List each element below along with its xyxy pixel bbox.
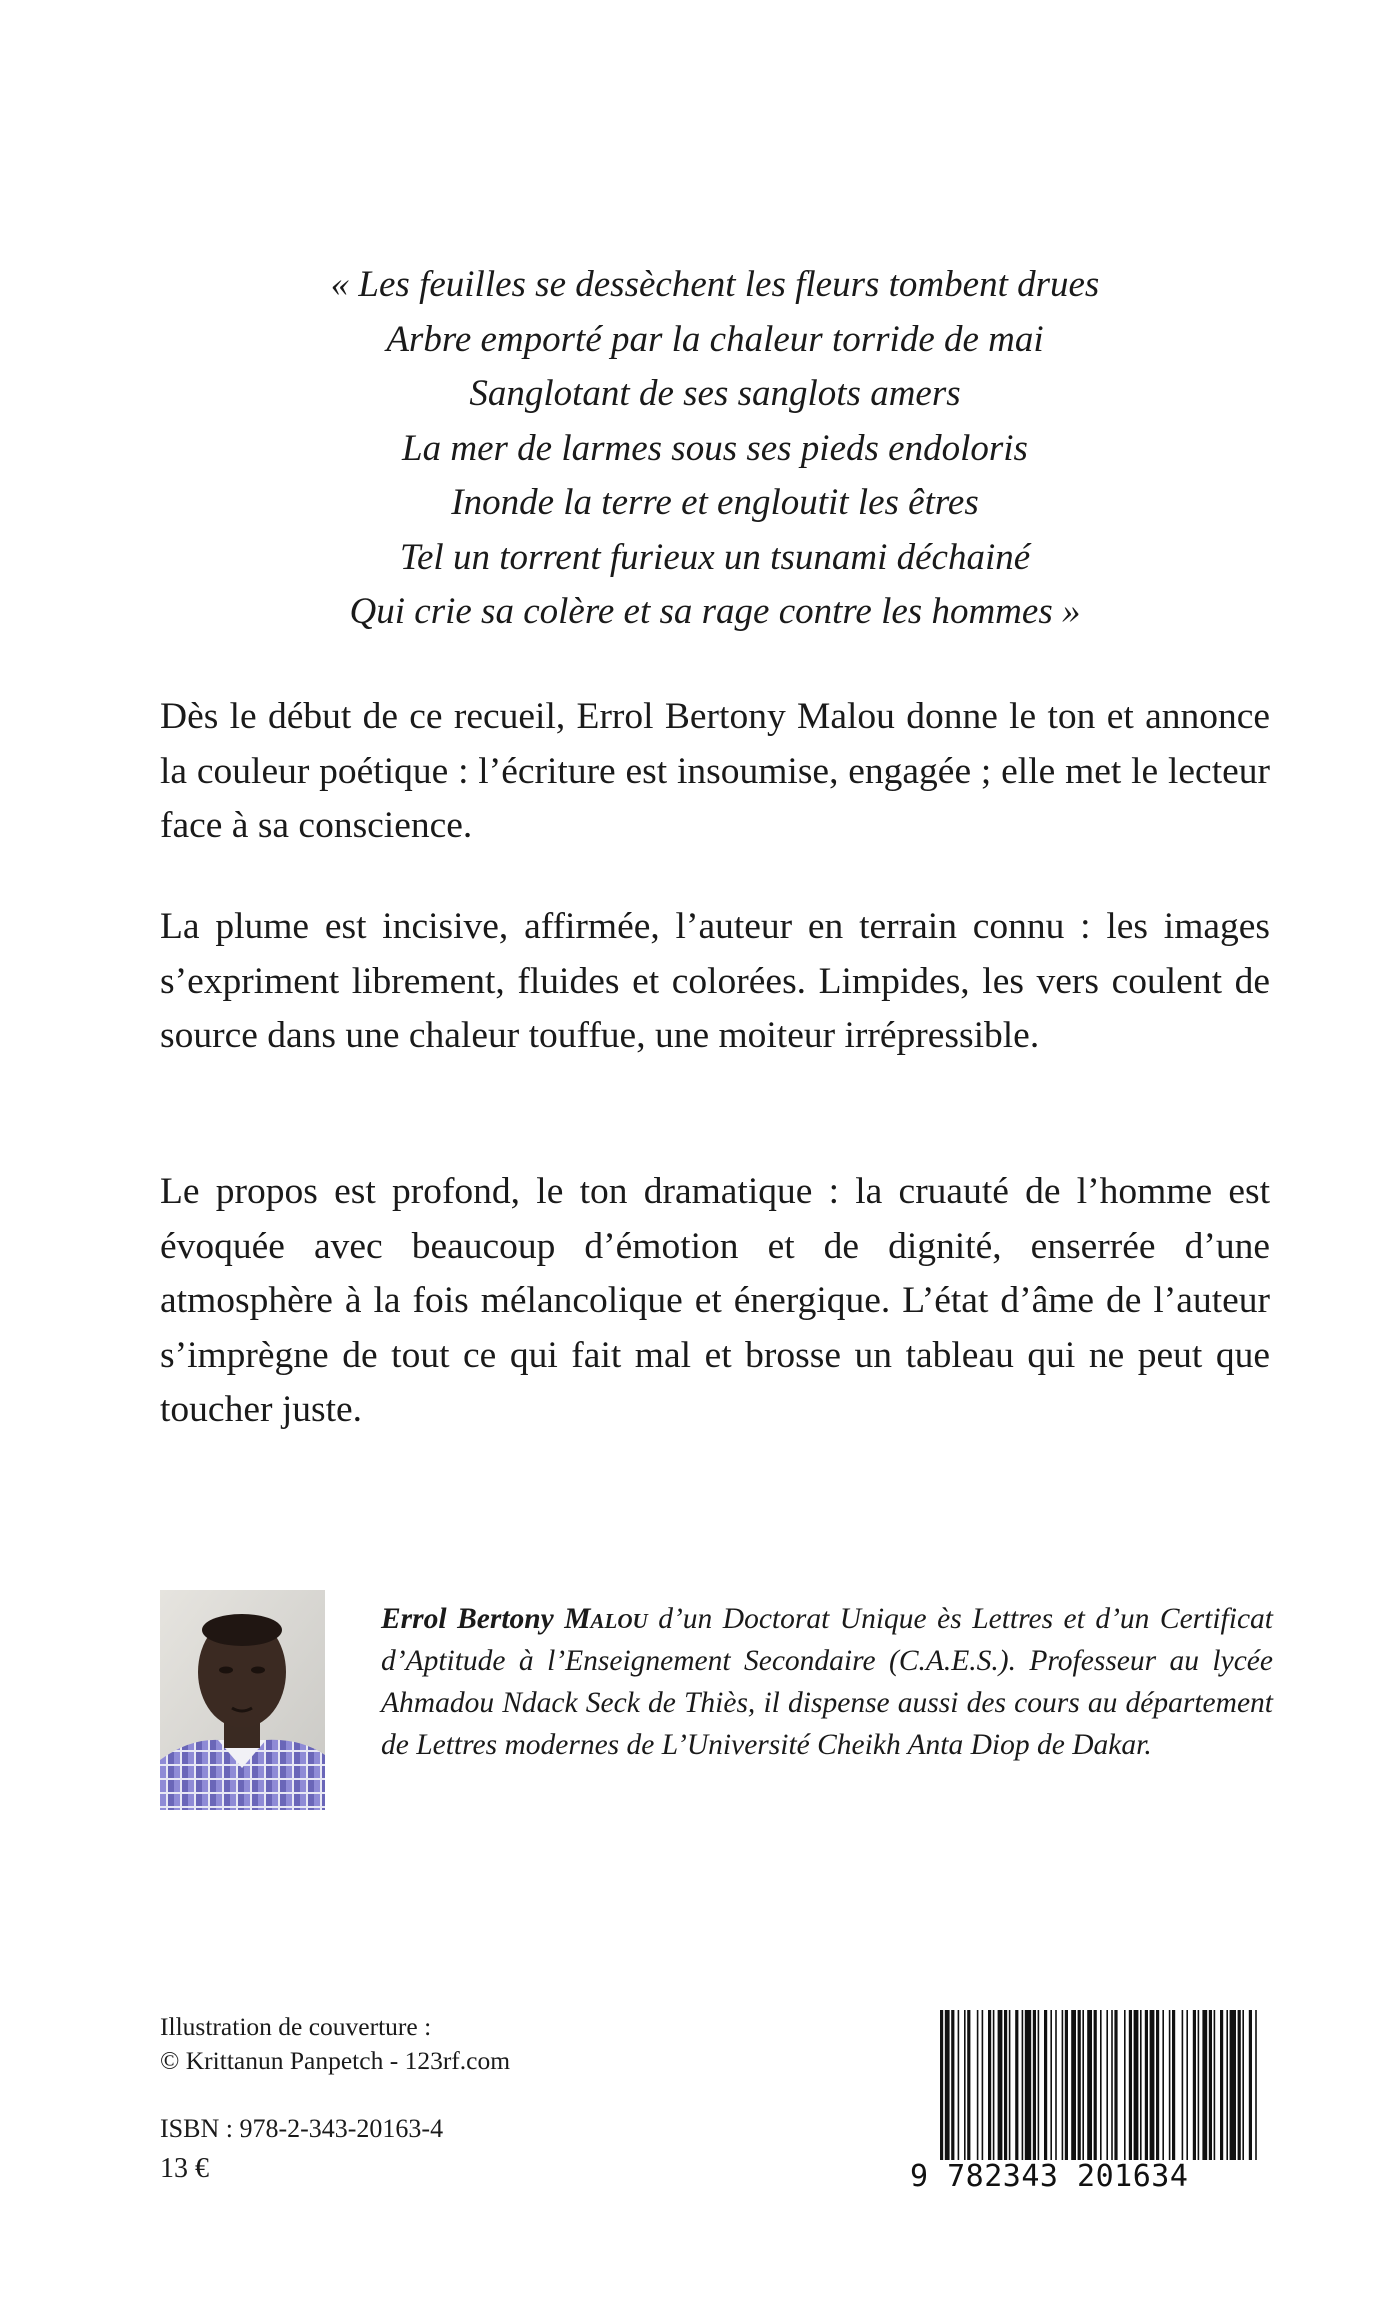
barcode-bar (1172, 2010, 1175, 2160)
summary-paragraph-1: Dès le début de ce recueil, Errol Bertony Malou donne le ton et annonce la couleur poétique : l’écriture est insoumise, engagée ; elle met le lecteur face à sa conscience. (160, 696, 1270, 846)
barcode-bar (964, 2010, 966, 2160)
barcode-bar (1230, 2010, 1236, 2160)
price: 13 € (160, 2153, 209, 2184)
barcode-bar (1193, 2010, 1196, 2160)
barcode (910, 2010, 1278, 2195)
barcode-bar (1214, 2010, 1216, 2160)
barcode-bar (1156, 2010, 1159, 2160)
barcode-bar (945, 2010, 950, 2160)
barcode-bar (1111, 2010, 1113, 2160)
barcode-bar (1242, 2010, 1244, 2160)
barcode-bar (1025, 2010, 1031, 2160)
barcode-bar (1124, 2010, 1126, 2160)
barcode-bar (1106, 2010, 1108, 2160)
barcode-bar (967, 2010, 970, 2160)
barcode-bar (1198, 2010, 1200, 2160)
barcode-bar (1022, 2010, 1024, 2160)
barcode-bar (998, 2010, 1003, 2160)
barcode-bar (1082, 2010, 1084, 2160)
illustration-label: Illustration de couverture : (160, 2012, 432, 2041)
summary-paragraph-2: La plume est incisive, affirmée, l’auteur en terrain connu : les images s’expriment librement, fluides et colorées. Limpides, les vers coulent de source dans une chaleur touffue, une moiteur irrépressible. (160, 906, 1270, 1056)
barcode-bar (1114, 2010, 1117, 2160)
poem-line: Arbre emporté par la chaleur torride de mai (386, 318, 1044, 360)
barcode-bar (951, 2010, 954, 2160)
poem-line: Tel un torrent furieux un tsunami déchainé (399, 536, 1031, 578)
summary-paragraph-3: Le propos est profond, le ton dramatique : la cruauté de l’homme est évoquée avec beaucoup d’émotion et de dignité, enserrée d’une atmosphère à la fois mélancolique et énergique. L’état d’âme de l’auteur s’imprègne de tout ce qui fait mal et brosse un tableau qui ne peut que toucher juste. (160, 1171, 1270, 1430)
barcode-bar (1094, 2010, 1097, 2160)
barcode-bar (1249, 2010, 1252, 2160)
poem-line: La mer de larmes sous ses pieds endoloris (402, 427, 1028, 469)
barcode-bar (1129, 2010, 1132, 2160)
barcode-bar (1140, 2010, 1142, 2160)
barcode-bar (1004, 2010, 1007, 2160)
barcode-bar (1182, 2010, 1184, 2160)
barcode-digits: 9 782343 201634 (910, 2159, 1189, 2194)
author-photo (160, 1590, 325, 1810)
barcode-bar (1202, 2010, 1207, 2160)
barcode-bar (1220, 2010, 1223, 2160)
author-bio-text: d’un Doctorat Unique ès Lettres et d’un Certificat d’Aptitude à l’Enseignement Secondaire (C.A.E.S.). Professeur au lycée Ahmadou Ndack Seck de Thiès, il dispense aussi des cours au département de Lettres modernes de L’Université Cheikh Anta Diop de Dakar. (381, 1603, 1273, 1761)
barcode-bar (1044, 2010, 1047, 2160)
barcode-bar (977, 2010, 979, 2160)
barcode-bar (1162, 2010, 1164, 2160)
barcode-bar (1169, 2010, 1171, 2160)
barcode-bar (1238, 2010, 1241, 2160)
barcode-bar (1150, 2010, 1155, 2160)
barcode-bar (1145, 2010, 1148, 2160)
barcode-bar (940, 2010, 943, 2160)
barcode-bar (1100, 2010, 1102, 2160)
barcode-bar (1015, 2010, 1018, 2160)
barcode-bar (988, 2010, 991, 2160)
barcode-bar (1226, 2010, 1228, 2160)
poem-line: Qui crie sa colère et sa rage contre les hommes » (349, 591, 1081, 632)
barcode-bar (1186, 2010, 1188, 2160)
barcode-bar (1050, 2010, 1052, 2160)
barcode-bar (1209, 2010, 1212, 2160)
barcode-bar (1255, 2010, 1257, 2160)
barcode-bar (1078, 2010, 1081, 2160)
barcode-bar (982, 2010, 984, 2160)
barcode-bar (993, 2010, 995, 2160)
barcode-bar (1071, 2010, 1076, 2160)
barcode-bar (1087, 2010, 1092, 2160)
barcode-bar (958, 2010, 960, 2160)
barcode-bar (1009, 2010, 1011, 2160)
poem-excerpt (160, 258, 1270, 640)
isbn-number: ISBN : 978-2-343-20163-4 (160, 2114, 444, 2143)
author-bio (381, 1598, 1273, 1766)
illustration-credit (160, 2010, 510, 2078)
illustration-source: © Krittanun Panpetch - 123rf.com (160, 2046, 511, 2075)
barcode-bar (1062, 2010, 1064, 2160)
barcode-bar (1033, 2010, 1036, 2160)
barcode-bar (1055, 2010, 1057, 2160)
poem-line: « Les feuilles se dessèchent les fleurs tombent drues (330, 264, 1100, 305)
poem-line: Sanglotant de ses sanglots amers (469, 373, 961, 414)
barcode-bar (1134, 2010, 1139, 2160)
barcode-bar (1065, 2010, 1068, 2160)
barcode-bar (1038, 2010, 1040, 2160)
poem-line: Inonde la terre et engloutit les êtres (451, 482, 979, 523)
author-name: Errol Bertony Malou (381, 1603, 648, 1635)
